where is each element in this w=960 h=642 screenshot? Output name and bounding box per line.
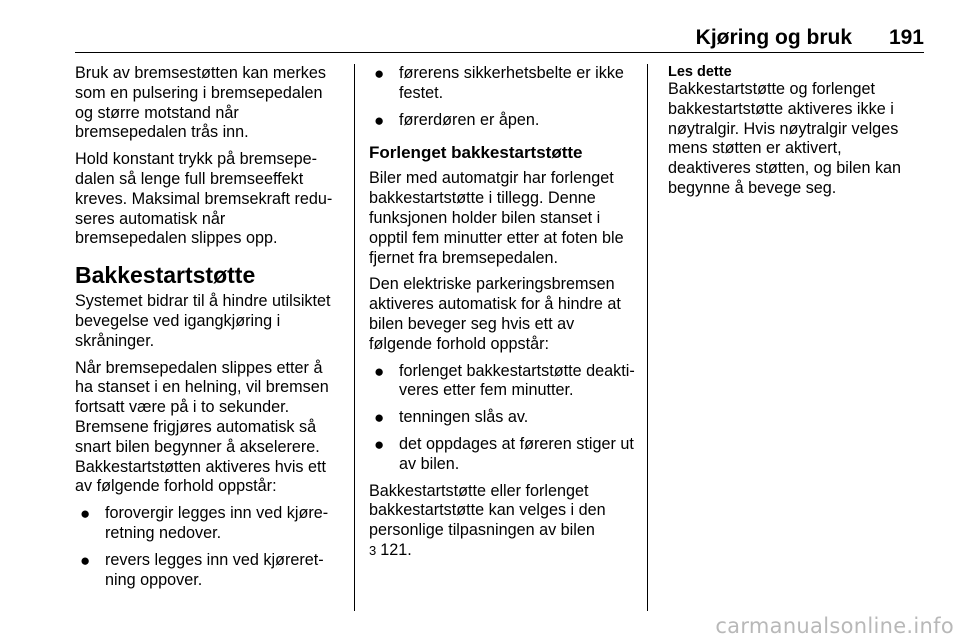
list-item-text: førerens sikkerhetsbelte er ikke festet.: [399, 64, 624, 102]
note-text: Bakkestartstøtte og forlenget bakkestartstøtte aktiveres ikke i nøytralgir. Hvis nøytralgir velges mens støtten er aktivert, deaktiveres støtten, og bilen kan begynne å bevege seg.: [668, 80, 902, 197]
section-heading: Bakkestartstøtte: [75, 262, 256, 289]
page-header: [75, 26, 924, 53]
bullet-list: [369, 362, 635, 475]
paragraph: Systemet bidrar til å hindre utilsiktet bevegelse ved igangkjøring i skråninger.: [75, 292, 331, 350]
bullet-icon: ●: [374, 408, 385, 428]
paragraph: Hold konstant trykk på bremsepedalen så lenge full bremseeffekt kreves. Maksimal bremsekraft reduseres automatisk når bremsepedalen slippes opp.: [75, 150, 333, 248]
list-item: [369, 435, 635, 475]
list-item: [75, 504, 341, 544]
page-number: 191: [888, 26, 924, 49]
paragraph: Når bremsepedalen slippes etter å ha stanset i en helning, vil bremsen fortsatt være på i to sekunder. Bremsene frigjøres automatisk så snart bilen begynner å akselerere. Bakkestartstøtten aktiveres hvis ett av følgende forhold oppstår:: [75, 358, 329, 496]
column-middle: [369, 64, 635, 568]
list-item: [369, 111, 635, 131]
list-item-text: det oppdages at føreren stiger ut av bilen.: [399, 434, 634, 473]
paragraph-with-reference: [369, 482, 635, 561]
bullet-icon: ●: [374, 110, 385, 130]
list-item: [369, 362, 635, 402]
list-item: [369, 64, 635, 104]
list-item-text: førerdøren er åpen.: [399, 110, 540, 129]
list-item-text: forlenget bakkestartstøtte deaktiveres etter fem minutter.: [399, 361, 635, 400]
bullet-icon: ●: [80, 550, 91, 570]
paragraph: Biler med automatgir har forlenget bakkestartstøtte i tillegg. Denne funksjonen holder bilen stanset i opptil fem minutter etter at foten ble fjernet fra bremsepedalen.: [369, 169, 624, 267]
list-item-text: revers legges inn ved kjøreretning oppover.: [105, 550, 324, 589]
paragraph: Den elektriske parkeringsbremsen aktiveres automatisk for å hindre at bilen beveger seg hvis ett av følgende forhold oppstår:: [369, 275, 621, 353]
column-right: [668, 64, 928, 199]
paragraph: Bruk av bremsestøtten kan merkes som en pulsering i bremsepedalen og større motstand når bremsepedalen trås inn.: [75, 64, 326, 142]
list-item: [75, 551, 341, 591]
page-reference-icon: 3: [369, 542, 377, 558]
list-item: [369, 408, 635, 428]
bullet-list: [75, 504, 341, 590]
column-left: [75, 64, 341, 597]
watermark: carmanualsonline.info: [715, 614, 954, 638]
page-reference-link[interactable]: 121.: [380, 540, 412, 559]
paragraph-text: Bakkestartstøtte eller forlenget bakkestartstøtte kan velges i den personlige tilpasningen av bilen: [369, 481, 606, 540]
column-divider-right: [647, 64, 648, 611]
section-title: Kjøring og bruk: [695, 26, 852, 49]
list-item-text: forovergir legges inn ved kjøreretning nedover.: [105, 504, 329, 542]
note-title: Les dette: [668, 64, 732, 80]
bullet-icon: ●: [374, 434, 385, 454]
bullet-icon: ●: [80, 504, 91, 524]
list-item-text: tenningen slås av.: [399, 408, 529, 427]
bullet-list: [369, 64, 635, 130]
subsection-heading: Forlenget bakkestartstøtte: [369, 143, 583, 163]
bullet-icon: ●: [374, 361, 385, 381]
bullet-icon: ●: [374, 64, 385, 83]
column-divider-left: [354, 64, 355, 611]
